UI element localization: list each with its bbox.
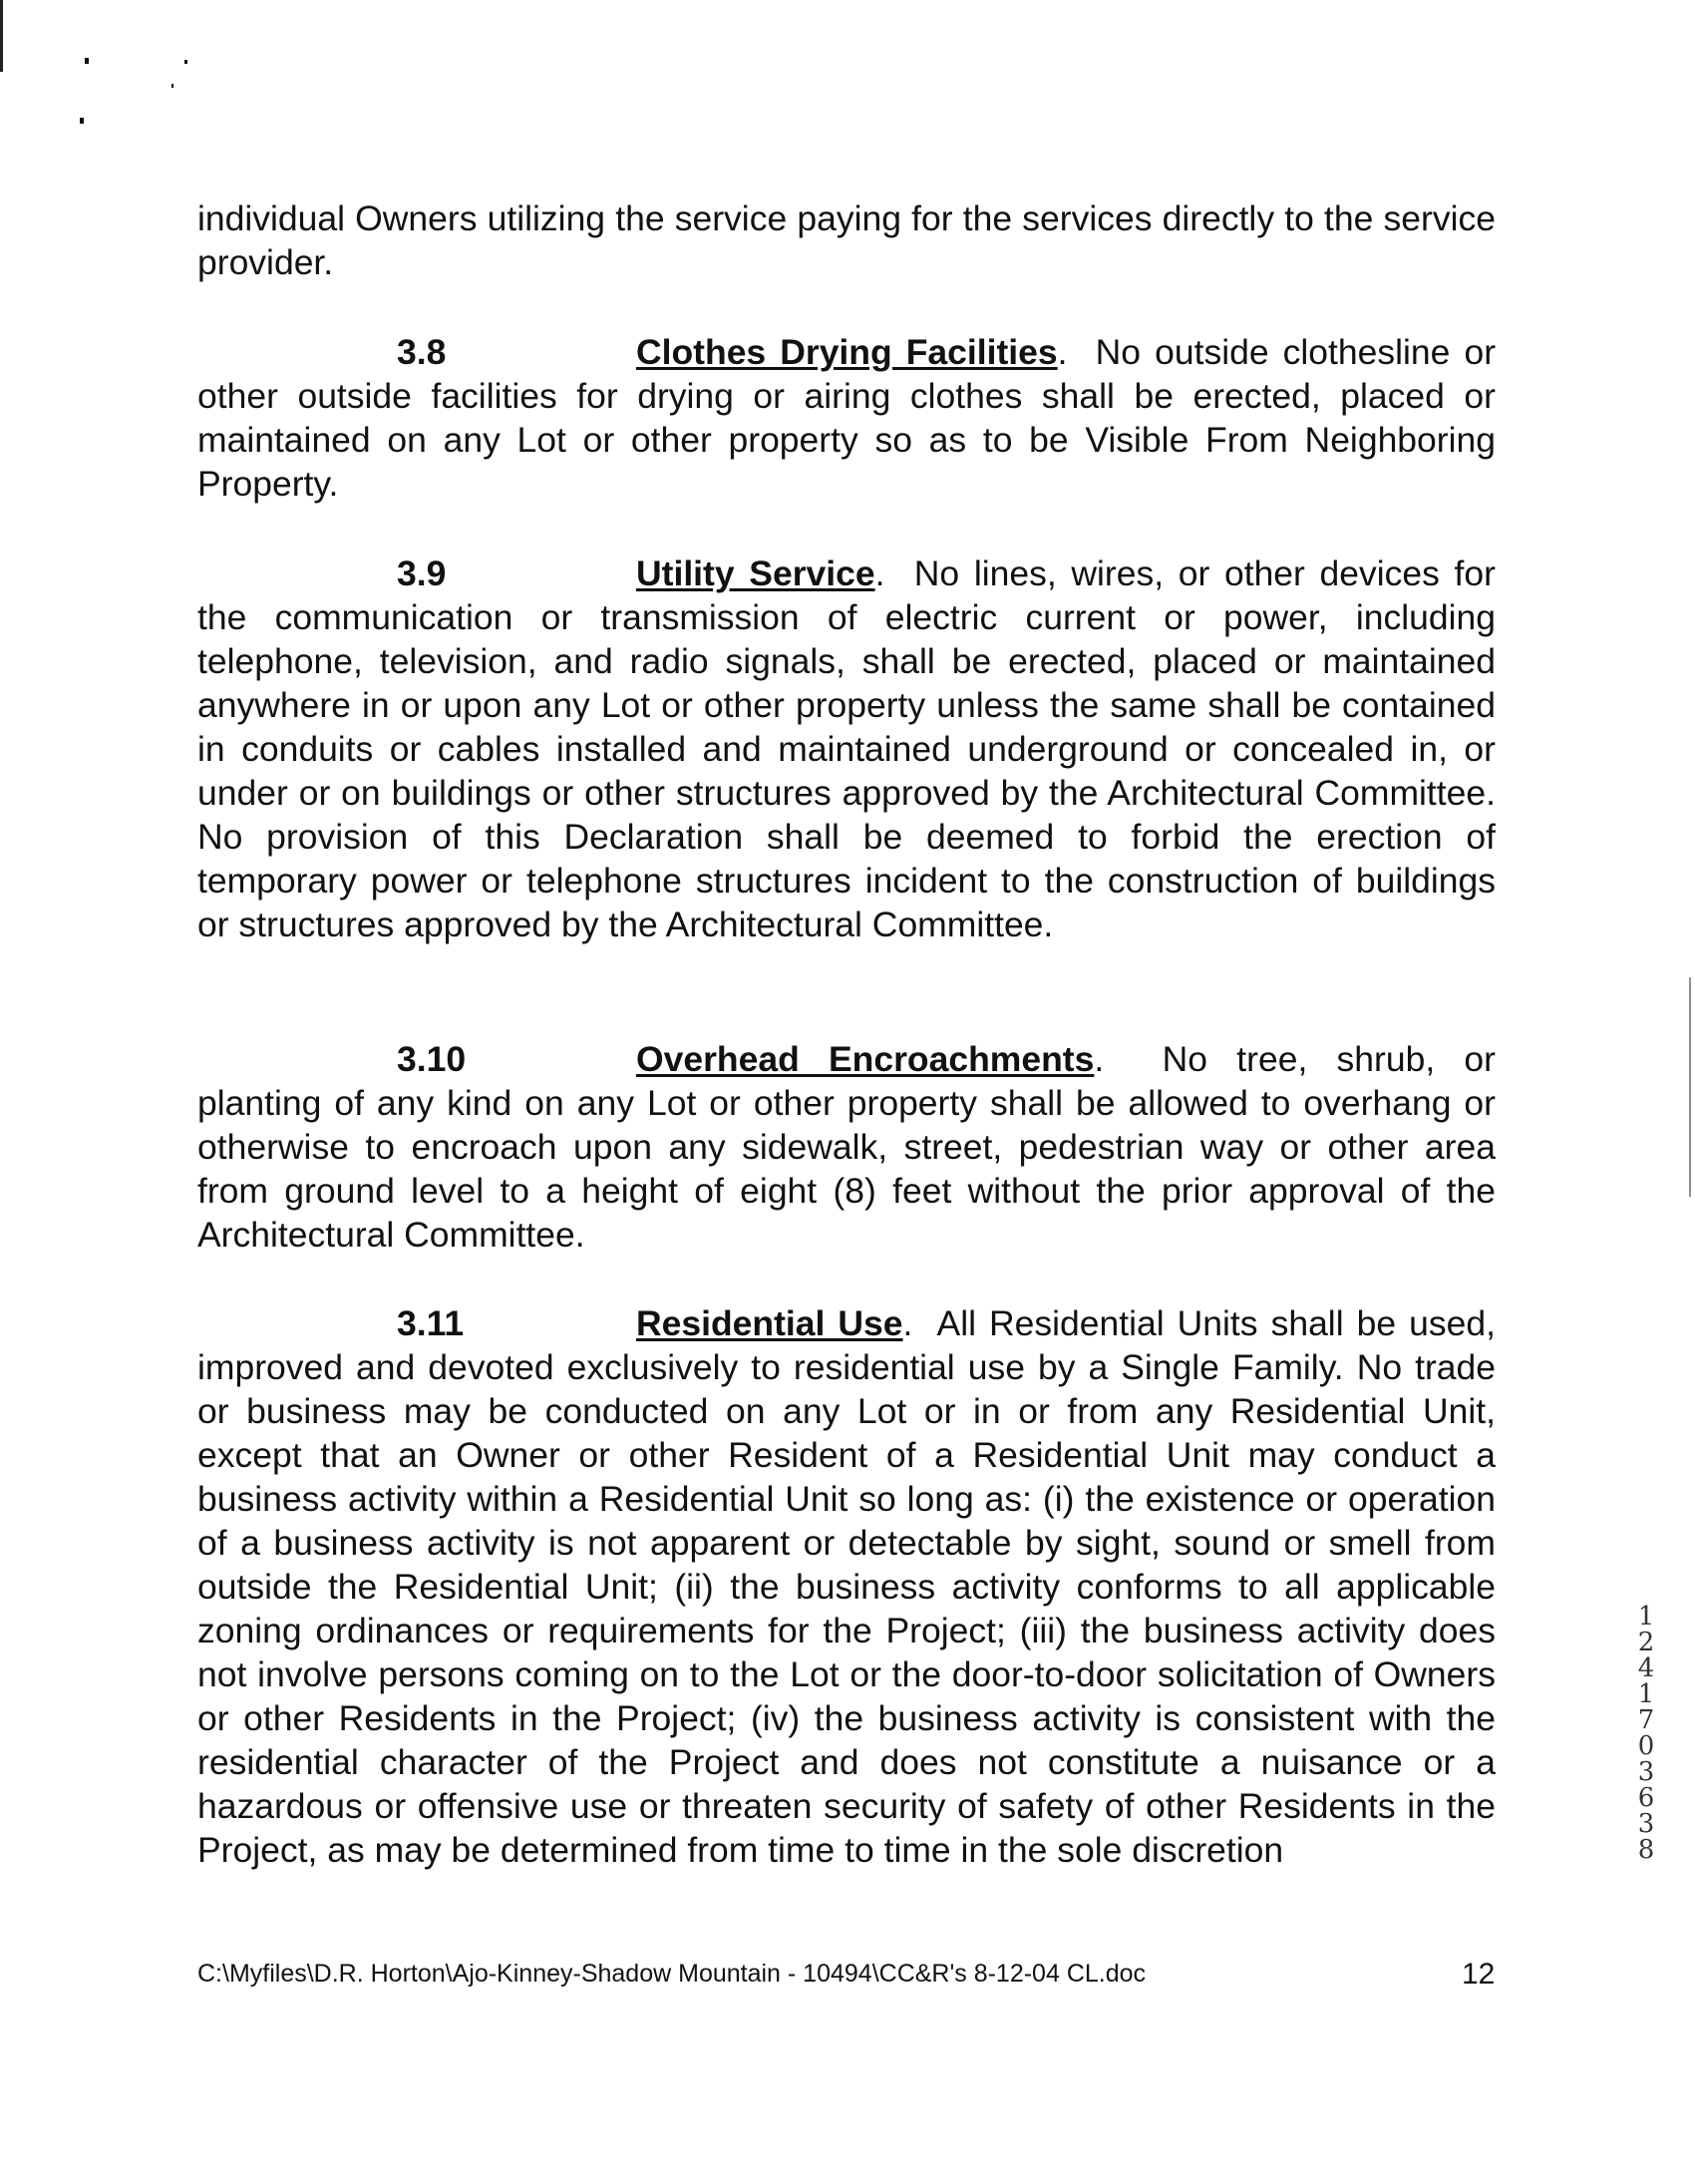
stamp-digit: 4 xyxy=(1637,1653,1655,1683)
section-3-9: 3.9 Utility Service. No lines, wires, or other devices for the communication or transmission of electric current or power, including telephone, television, and radio signals, shall be erected, placed or maintained anywhere in or upon any Lot or other property unless the same shall be contained in conduits or cables installed and maintained underground or concealed in, or under or on buildings or other structures approved by the Architectural Committee. No provision of this Declaration shall be deemed to forbid the erection of temporary power or telephone structures incident to the construction of buildings or structures approved by the Architectural Committee. xyxy=(197,553,1496,944)
right-scan-edge xyxy=(1689,977,1691,1197)
scan-speck xyxy=(80,118,84,124)
stamp-digit: 1 xyxy=(1637,1602,1655,1632)
recording-stamp xyxy=(1633,1604,1659,1863)
section-body: No tree, shrub, or planting of any kind on any Lot or other property shall be allowed to overhang or otherwise to encroach upon any sidewalk, street, pedestrian way or other area from ground level to a height of eight (8) feet without the prior approval of the Architectural Committee. xyxy=(197,1039,1496,1255)
scan-speck xyxy=(171,84,173,88)
section-3-10: 3.10 Overhead Encroachments. No tree, shrub, or planting of any kind on any Lot or other property shall be allowed to overhang or otherwise to encroach upon any sidewalk, street, pedestrian way or other area from ground level to a height of eight (8) feet without the prior approval of the Architectural Committee. xyxy=(197,1039,1496,1255)
section-body: All Residential Units shall be used, improved and devoted exclusively to residential use by a Single Family. No trade or business may be conducted on any Lot or in or from any Residential Unit, except that an Owner or other Resident of a Residential Unit may conduct a business activity within a Residential Unit so long as: (i) the existence or operation of a business activity is not apparent or detectable by sight, sound or smell from outside the Residential Unit; (ii) the business activity conforms to all applicable zoning ordinances or requirements for the Project; (iii) the business activity does not involve persons coming on to the Lot or the door-to-door solicitation of Owners or other Residents in the Project; (iv) the business activity is consistent with the residential character of the Project and does not constitute a nuisance or a hazardous or offensive use or threaten security of safety of other Residents in the Project, as may be determined from time to time in the sole discretion xyxy=(197,1303,1496,1870)
section-body: No outside clothesline or other outside facilities for drying or airing clothes shall be erected, placed or maintained on any Lot or other property so as to be Visible From Neighboring Property. xyxy=(197,332,1497,504)
stamp-digit: 6 xyxy=(1637,1783,1655,1813)
section-number: 3.8 xyxy=(397,332,447,372)
section-number: 3.11 xyxy=(397,1303,465,1343)
section-heading: Utility Service xyxy=(636,553,875,593)
page-number: 12 xyxy=(1462,1958,1496,1991)
footer-file-path: C:\Myfiles\D.R. Horton\Ajo-Kinney-Shadow Mountain - 10494\CC&R's 8-12-04 CL.doc xyxy=(197,1960,1147,1988)
stamp-digit: 3 xyxy=(1637,1757,1655,1787)
intro-text: individual Owners utilizing the service paying for the services directly to the service provider. xyxy=(197,198,1496,282)
section-3-8: 3.8 Clothes Drying Facilities. No outside clothesline or other outside facilities for drying or airing clothes shall be erected, placed or maintained on any Lot or other property so as to be Visible From Neighboring Property. xyxy=(197,332,1497,504)
section-heading: Clothes Drying Facilities xyxy=(636,332,1058,372)
intro-paragraph xyxy=(197,196,1496,284)
section-body: No lines, wires, or other devices for the communication or transmission of electric current or power, including telephone, television, and radio signals, shall be erected, placed or maintained anywhere in or upon any Lot or other property unless the same shall be contained in conduits or cables installed and maintained underground or concealed in, or under or on buildings or other structures approved by the Architectural Committee. No provision of this Declaration shall be deemed to forbid the erection of temporary power or telephone structures incident to the construction of buildings or structures approved by the Architectural Committee. xyxy=(197,553,1496,944)
stamp-digit: 2 xyxy=(1637,1628,1655,1657)
stamp-digit: 0 xyxy=(1637,1731,1655,1761)
stamp-digit: 1 xyxy=(1637,1679,1655,1709)
section-heading: Residential Use xyxy=(636,1303,903,1343)
stamp-digit: 3 xyxy=(1637,1809,1655,1839)
stamp-digit: 8 xyxy=(1637,1835,1655,1865)
section-3-11: 3.11 Residential Use. All Residential Units shall be used, improved and devoted exclusively to residential use by a Single Family. No trade or business may be conducted on any Lot or in or from any Residential Unit, except that an Owner or other Resident of a Residential Unit may conduct a business activity within a Residential Unit so long as: (i) the existence or operation of a business activity is not apparent or detectable by sight, sound or smell from outside the Residential Unit; (ii) the business activity conforms to all applicable zoning ordinances or requirements for the Project; (iii) the business activity does not involve persons coming on to the Lot or the door-to-door solicitation of Owners or other Residents in the Project; (iv) the business activity is consistent with the residential character of the Project and does not constitute a nuisance or a hazardous or offensive use or threaten security of safety of other Residents in the Project, as may be determined from time to time in the sole discretion xyxy=(197,1303,1496,1870)
scan-speck xyxy=(85,58,89,64)
section-number: 3.9 xyxy=(397,553,447,593)
section-number: 3.10 xyxy=(397,1039,467,1079)
section-heading: Overhead Encroachments xyxy=(636,1039,1095,1079)
scan-speck xyxy=(184,60,187,64)
stamp-digit: 7 xyxy=(1637,1705,1655,1735)
left-scan-edge xyxy=(0,0,3,72)
